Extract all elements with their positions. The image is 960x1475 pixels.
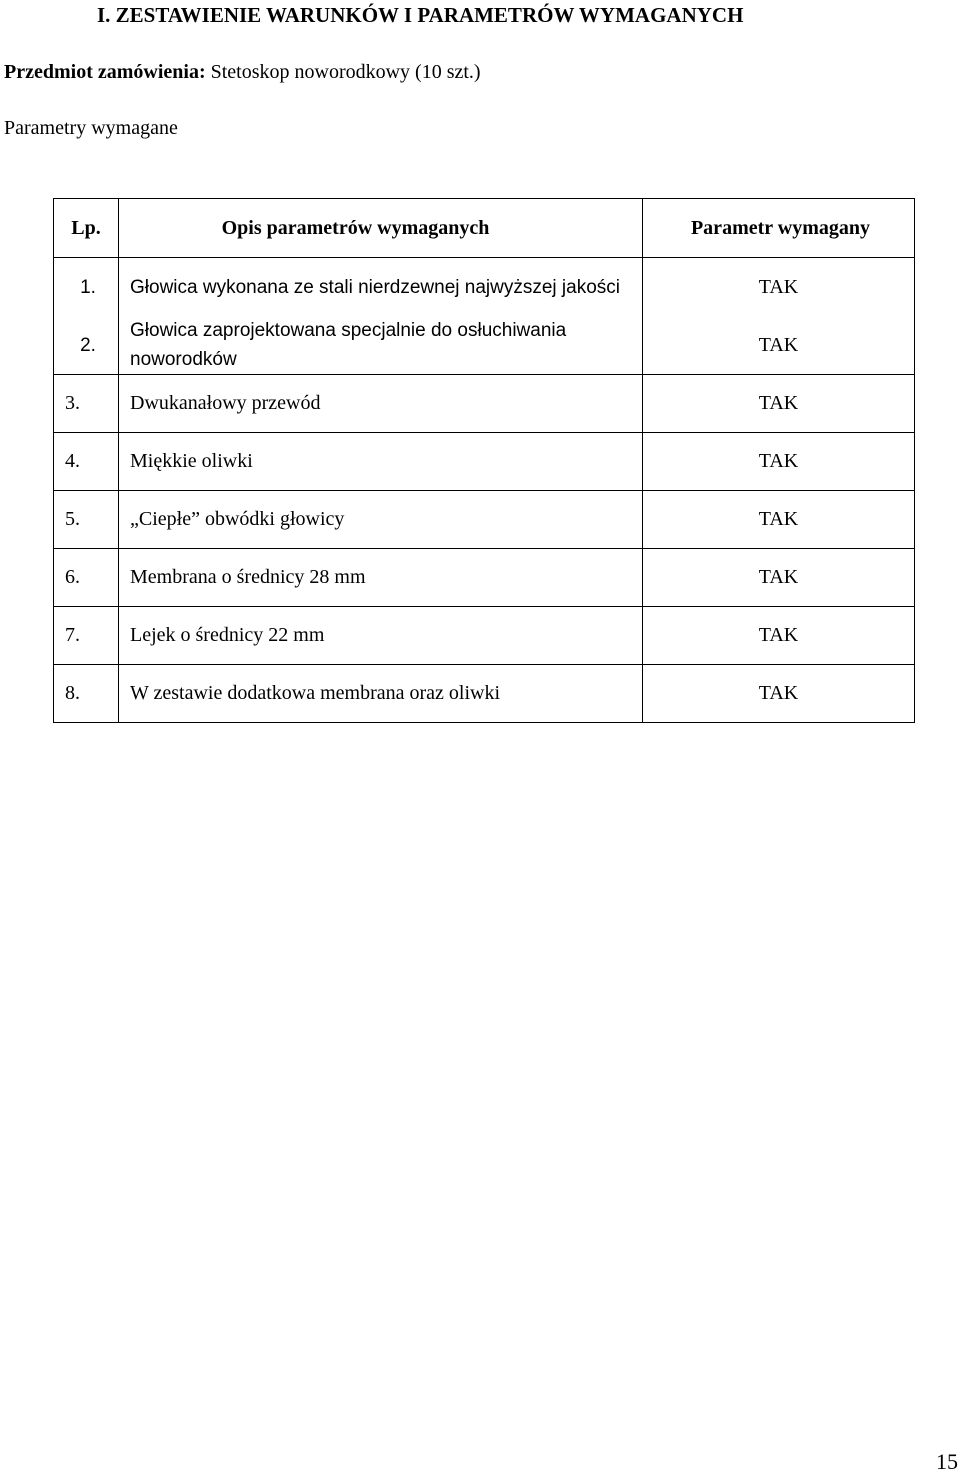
row-description: Dwukanałowy przewód [119,375,643,433]
order-subject-label: Przedmiot zamówienia: [4,61,206,83]
table-row [54,607,915,665]
description-cell-combined [119,258,643,375]
row-value: TAK [643,433,915,491]
row-description: W zestawie dodatkowa membrana oraz oliwki [119,665,643,723]
value-cell-combined [643,258,915,375]
header-description: Opis parametrów wymaganych [119,199,643,258]
row-lp: 4. [54,433,119,491]
row-description: „Ciepłe” obwódki głowicy [119,491,643,549]
row-lp: 1. [80,276,96,298]
row-lp: 3. [54,375,119,433]
row-description: Głowica wykonana ze stali nierdzewnej najwyższej jakości [130,276,620,298]
row-value: TAK [643,665,915,723]
row-description: Miękkie oliwki [119,433,643,491]
order-subject-value: Stetoskop noworodkowy (10 szt.) [210,61,481,83]
table-row [54,549,915,607]
page-number: 15 [936,1449,958,1474]
row-value: TAK [758,275,799,298]
params-heading: Parametry wymagane [4,117,178,139]
row-lp: 5. [54,491,119,549]
table-row [54,375,915,433]
parameters-table [53,198,915,723]
row-value: TAK [643,375,915,433]
row-lp: 7. [54,607,119,665]
table-row [54,665,915,723]
row-value: TAK [643,549,915,607]
document-title: I. ZESTAWIENIE WARUNKÓW I PARAMETRÓW WYMAGANYCH [97,3,744,27]
header-value: Parametr wymagany [643,199,915,258]
row-value: TAK [758,333,799,356]
lp-cell-combined [54,258,119,375]
row-lp: 8. [54,665,119,723]
row-value: TAK [643,607,915,665]
table-row [54,491,915,549]
table-row-combined [54,258,915,375]
order-subject [4,59,481,85]
table-header-row [54,199,915,258]
row-lp: 6. [54,549,119,607]
row-description: Głowica zaprojektowana specjalnie do osłuchiwania noworodków [130,320,567,370]
row-description: Membrana o średnicy 28 mm [119,549,643,607]
header-lp: Lp. [54,199,119,258]
row-lp: 2. [80,334,96,356]
row-description: Lejek o średnicy 22 mm [119,607,643,665]
table-row [54,433,915,491]
row-value: TAK [643,491,915,549]
